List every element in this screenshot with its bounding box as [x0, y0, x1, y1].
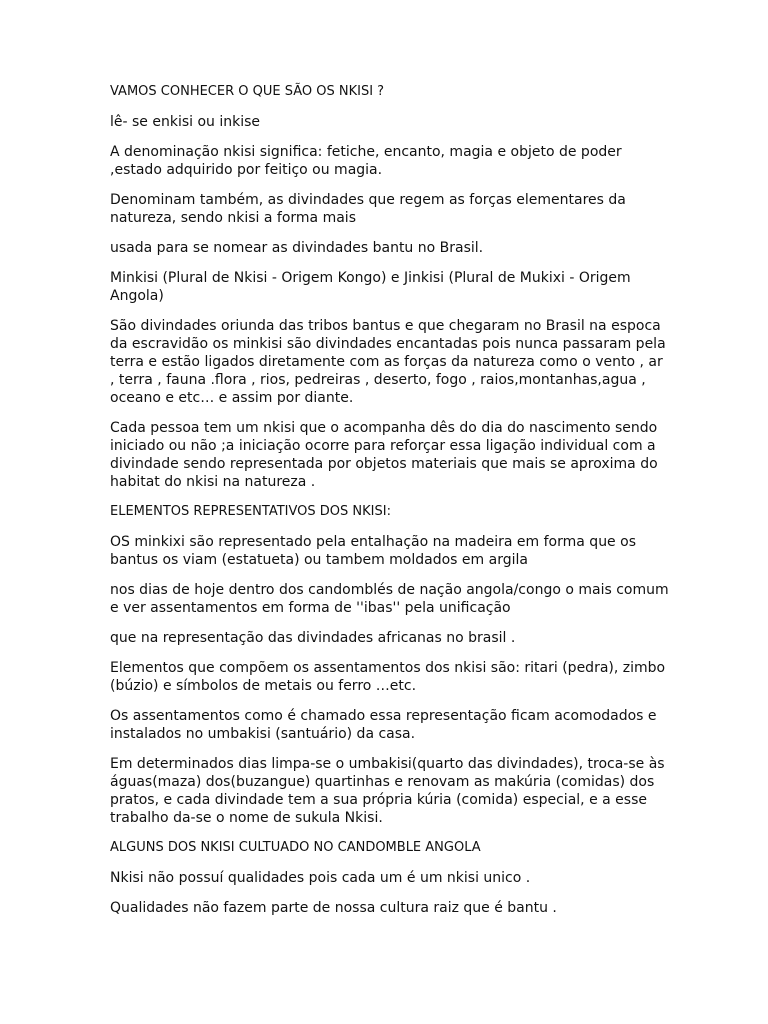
paragraph-minkixi-carving: OS minkixi são representado pela entalhação na madeira em forma que os bantus os viam (estatueta) ou tambem moldados em argila	[110, 534, 636, 568]
paragraph-assentamento-elements: Elementos que compõem os assentamentos dos nkisi são: ritari (pedra), zimbo (búzio) e símbolos de metais ou ferro …etc.	[110, 660, 666, 694]
paragraph-denomination: A denominação nkisi significa: fetiche, encanto, magia e objeto de poder ,estado adquirido por feitiço ou magia.	[110, 144, 622, 178]
paragraph-pronunciation: lê- se enkisi ou inkise	[110, 114, 261, 130]
section-heading-elements: ELEMENTOS REPRESENTATIVOS DOS NKISI:	[110, 504, 391, 519]
paragraph-bantu-usage: usada para se nomear as divindades bantu no Brasil.	[110, 240, 484, 256]
paragraph-candombles: nos dias de hoje dentro dos candomblés de nação angola/congo o mais comum e ver assentamentos em forma de ''ibas'' pela unificação	[110, 582, 669, 616]
paragraph-divinities: Denominam também, as divindades que regem as forças elementares da natureza, sendo nkisi a forma mais	[110, 192, 626, 226]
paragraph-bantu-culture: Qualidades não fazem parte de nossa cultura raiz que é bantu .	[110, 900, 557, 916]
paragraph-qualities: Nkisi não possuí qualidades pois cada um é um nkisi unico .	[110, 870, 531, 886]
section-heading-angola: ALGUNS DOS NKISI CULTUADO NO CANDOMBLE ANGOLA	[110, 840, 481, 855]
section-heading-nkisi: VAMOS CONHECER O QUE SÃO OS NKISI ?	[110, 84, 385, 99]
paragraph-umbakisi: Os assentamentos como é chamado essa representação ficam acomodados e instalados no umbakisi (santuário) da casa.	[110, 708, 657, 742]
paragraph-personal-nkisi: Cada pessoa tem um nkisi que o acompanha dês do dia do nascimento sendo iniciado ou não ;a iniciação ocorre para reforçar essa ligação individual com a divindade sendo representada por objetos materiais que mais se aproxima do habitat do nkisi na natureza .	[110, 420, 658, 490]
paragraph-plural-forms: Minkisi (Plural de Nkisi - Origem Kongo) e Jinkisi (Plural de Mukixi - Origem Angola)	[110, 270, 631, 304]
paragraph-sukula-nkisi: Em determinados dias limpa-se o umbakisi(quarto das divindades), troca-se às águas(maza) dos(buzangue) quartinhas e renovam as makúria (comidas) dos pratos, e cada divindade tem a sua própria kúria (comida) especial, e a esse trabalho da-se o nome de sukula Nkisi.	[110, 756, 665, 826]
paragraph-representation: que na representação das divindades africanas no brasil .	[110, 630, 516, 646]
document-page	[110, 83, 670, 929]
paragraph-origin: São divindades oriunda das tribos bantus e que chegaram no Brasil na espoca da escravidão os minkisi são divindades encantadas pois nunca passaram pela terra e estão ligados diretamente com as forças da natureza como o vento , ar , terra , fauna .flora , rios, pedreiras , deserto, fogo , raios,montanhas,agua , oceano e etc… e assim por diante.	[110, 318, 666, 406]
